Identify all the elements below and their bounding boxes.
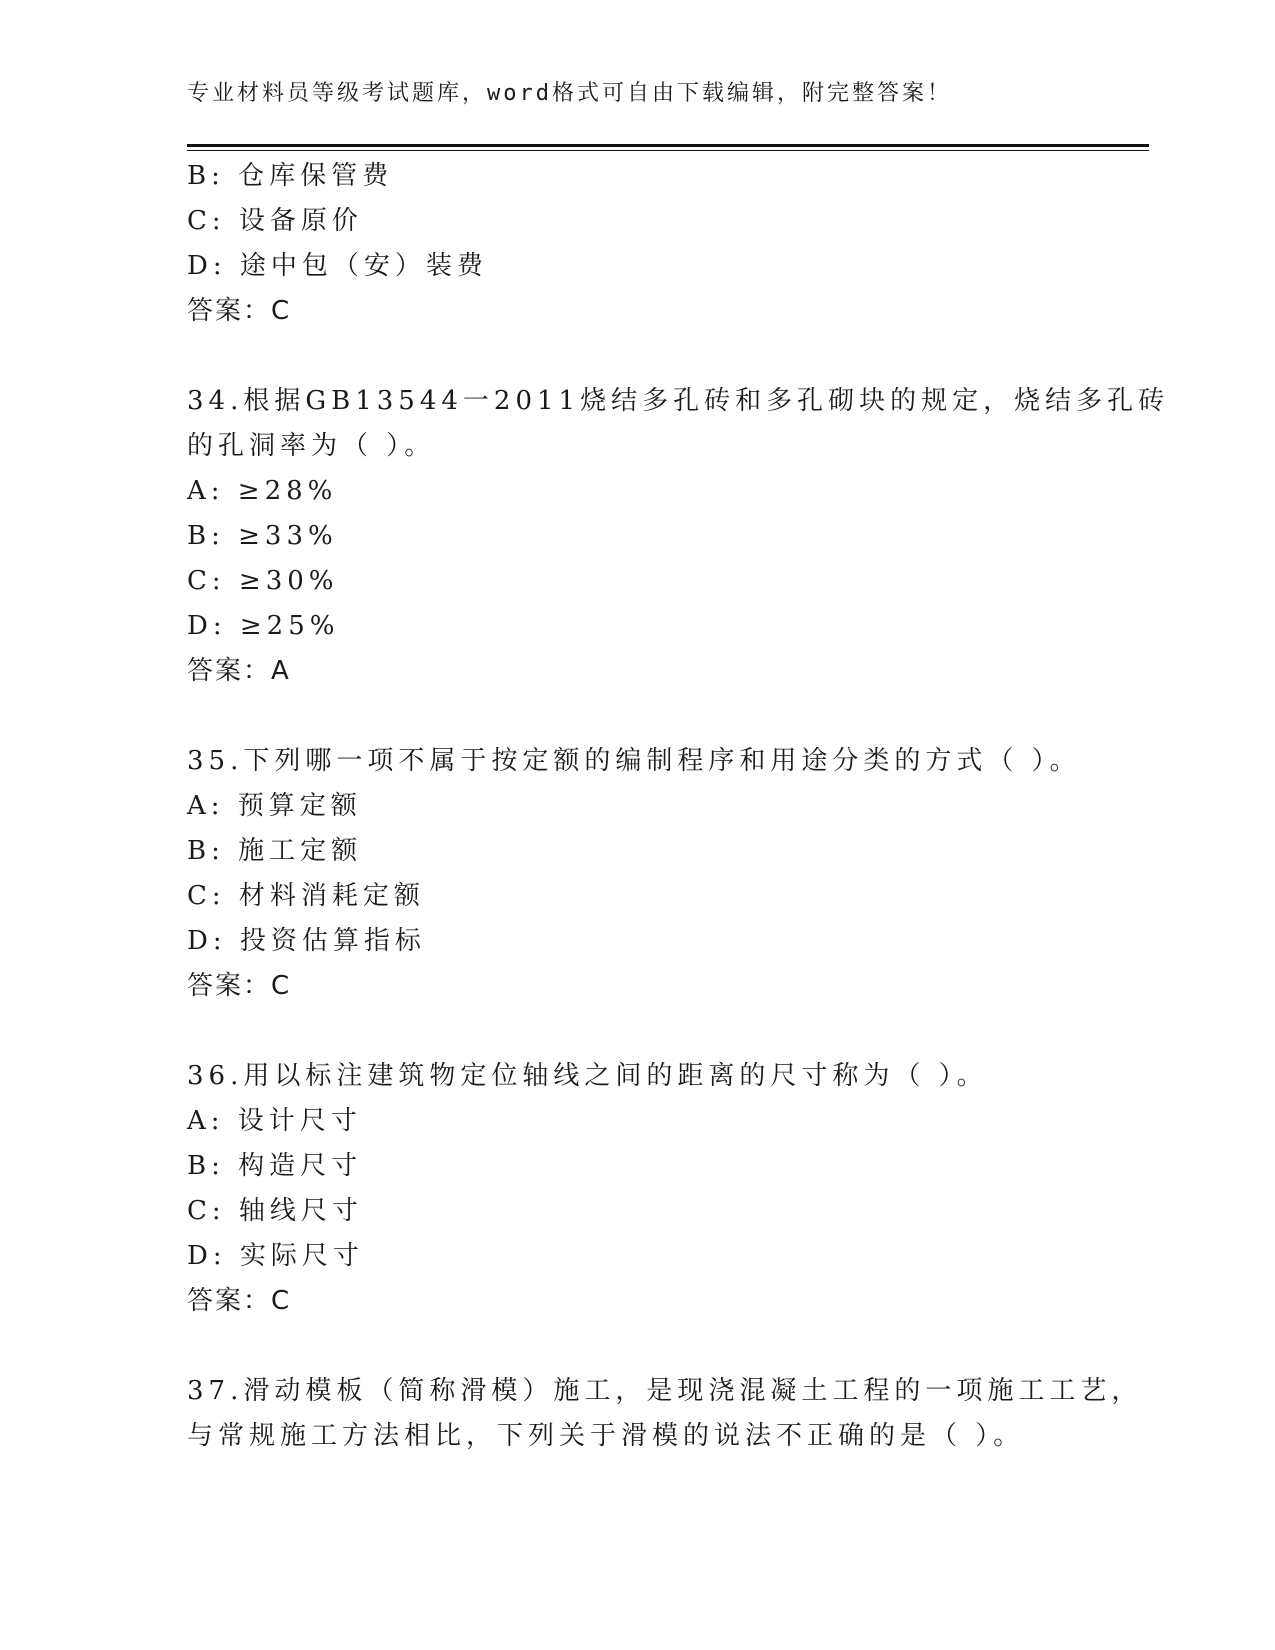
option-d: D: 投资估算指标: [187, 926, 426, 956]
option-b: B: 仓库保管费: [187, 161, 394, 191]
question-content: [187, 154, 1170, 1459]
option-c: C: ≥30%: [187, 566, 339, 596]
question-text-line: 的孔洞率为（ ）。: [187, 431, 436, 461]
option-a: A: 设计尺寸: [187, 1106, 362, 1136]
option-c: C: 设备原价: [187, 206, 363, 236]
question-text-line: 35.下列哪一项不属于按定额的编制程序和用途分类的方式（ ）。: [187, 746, 1081, 776]
answer-line: 答案：C: [187, 1286, 292, 1316]
question-33-continuation: [187, 154, 1087, 334]
option-d: D: 实际尺寸: [187, 1241, 364, 1271]
option-b: B: 构造尺寸: [187, 1151, 363, 1181]
question-35: [187, 739, 1087, 1009]
option-d: D: ≥25%: [187, 611, 340, 641]
question-37: [187, 1369, 1143, 1459]
option-b: B: ≥33%: [187, 521, 338, 551]
answer-line: 答案：A: [187, 656, 291, 686]
answer-line: 答案：C: [187, 971, 292, 1001]
option-b: B: 施工定额: [187, 836, 363, 866]
option-d: D: 途中包（安）装费: [187, 251, 488, 281]
option-c: C: 材料消耗定额: [187, 881, 425, 911]
option-a: A: 预算定额: [187, 791, 362, 821]
question-text-line: 37.滑动模板（简称滑模）施工，是现浇混凝土工程的一项施工工艺，: [187, 1376, 1143, 1406]
answer-line: 答案：C: [187, 296, 292, 326]
header-rule-thin: [187, 150, 1149, 151]
option-a: A: ≥28%: [187, 476, 338, 506]
header-rule-thick: [187, 144, 1149, 147]
question-36: [187, 1054, 1087, 1324]
question-text-line: 与常规施工方法相比，下列关于滑模的说法不正确的是（ ）。: [187, 1421, 1025, 1451]
option-c: C: 轴线尺寸: [187, 1196, 363, 1226]
page-header: 专业材料员等级考试题库，word格式可自由下载编辑，附完整答案！: [187, 81, 952, 106]
question-text-line: 36.用以标注建筑物定位轴线之间的距离的尺寸称为（ ）。: [187, 1061, 988, 1091]
question-text-line: 34.根据GB13544一2011烧结多孔砖和多孔砌块的规定，烧结多孔砖: [187, 386, 1170, 416]
question-34: [187, 379, 1170, 694]
